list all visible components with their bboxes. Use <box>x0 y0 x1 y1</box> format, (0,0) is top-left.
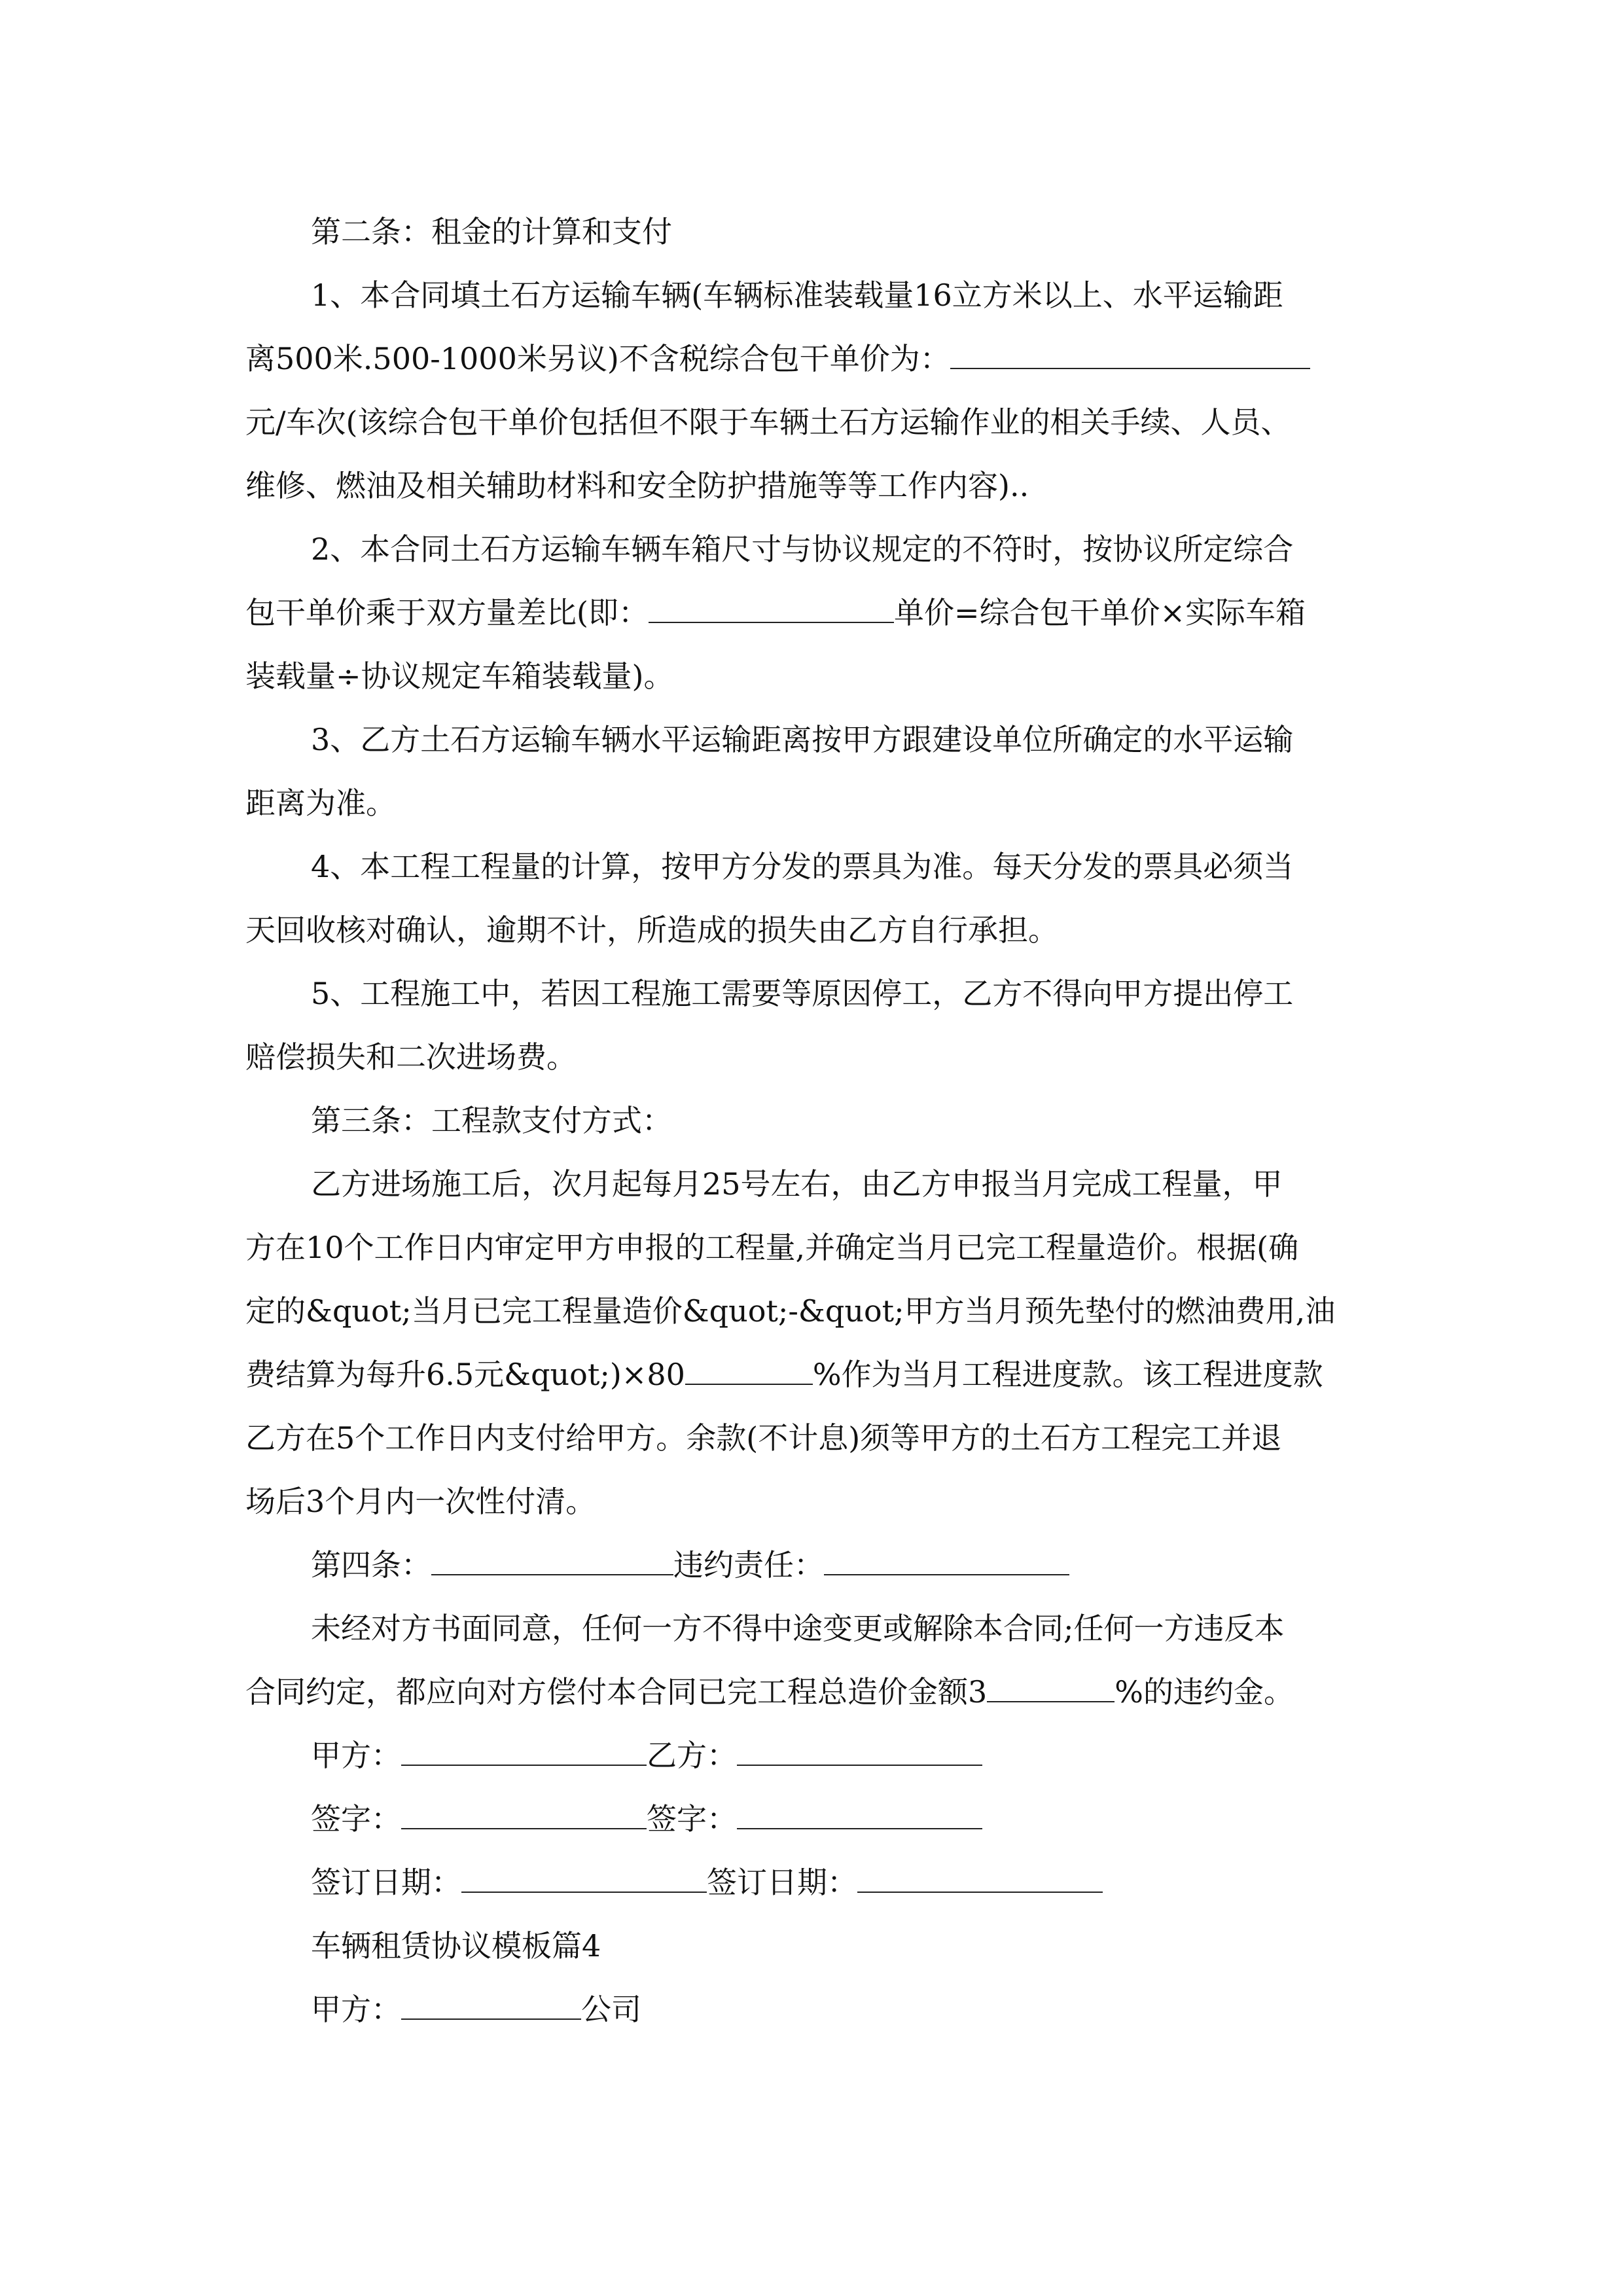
payment-text-3: 定的&quot;当月已完工程量造价&quot;-&quot;甲方当月预先垫付的燃油费用,油 <box>245 1293 1336 1329</box>
payment-line-5 <box>245 1407 1381 1470</box>
article-4-label: 第四条： <box>311 1547 431 1583</box>
date-b-label: 签订日期： <box>707 1865 857 1900</box>
clause-2-line-1 <box>245 518 1381 581</box>
payment-text-4a: 费结算为每升6.5元&quot;)×80 <box>245 1357 685 1392</box>
clause-3-line-1 <box>245 708 1381 772</box>
penalty-percent-blank <box>987 1675 1115 1702</box>
progress-percent-blank <box>685 1357 813 1385</box>
party-a-label: 甲方： <box>311 1738 401 1773</box>
sign-a-blank <box>401 1802 647 1829</box>
clause-5-text-2: 赔偿损失和二次进场费。 <box>245 1039 577 1075</box>
next-party-a-line <box>245 1978 1381 2041</box>
party-a-blank <box>401 1738 647 1766</box>
clause-2-line-3 <box>245 645 1381 708</box>
next-template-title-text: 车辆租赁协议模板篇4 <box>311 1928 601 1964</box>
article-4-blank <box>431 1548 673 1575</box>
breach-line-1 <box>245 1597 1381 1660</box>
payment-text-4b: %作为当月工程进度款。该工程进度款 <box>812 1357 1323 1392</box>
liability-blank <box>824 1548 1069 1575</box>
sign-a-label: 签字： <box>311 1801 401 1837</box>
clause-2-text-3: 装载量÷协议规定车箱装载量)。 <box>245 658 674 694</box>
clause-3-line-2 <box>245 772 1381 835</box>
date-b-blank <box>857 1865 1103 1893</box>
payment-text-1: 乙方进场施工后，次月起每月25号左右，由乙方申报当月完成工程量，甲 <box>311 1166 1283 1202</box>
signature-party-line <box>245 1724 1381 1787</box>
clause-5-text-1: 5、工程施工中，若因工程施工需要等原因停工，乙方不得向甲方提出停工 <box>311 976 1294 1011</box>
clause-3-text-2: 距离为准。 <box>245 785 396 821</box>
clause-4-text-1: 4、本工程工程量的计算，按甲方分发的票具为准。每天分发的票具必须当 <box>311 849 1294 884</box>
payment-line-3 <box>245 1280 1381 1343</box>
clause-4-line-2 <box>245 899 1381 962</box>
breach-text-2b: %的违约金。 <box>1115 1674 1294 1710</box>
payment-line-6 <box>245 1470 1381 1534</box>
article-2-heading <box>245 200 1381 264</box>
clause-4-line-1 <box>245 835 1381 899</box>
date-a-label: 签订日期： <box>311 1865 461 1900</box>
document-body <box>245 200 1381 2041</box>
clause-3-text-1: 3、乙方土石方运输车辆水平运输距离按甲方跟建设单位所确定的水平运输 <box>311 722 1294 757</box>
clause-5-line-1 <box>245 962 1381 1026</box>
clause-4-text-2: 天回收核对确认，逾期不计，所造成的损失由乙方自行承担。 <box>245 912 1058 948</box>
article-3-heading-text: 第三条：工程款支付方式： <box>311 1103 672 1138</box>
payment-text-2: 方在10个工作日内审定甲方申报的工程量,并确定当月已完工程量造价。根据(确 <box>245 1230 1299 1265</box>
clause-1-text-3: 元/车次(该综合包干单价包括但不限于车辆土石方运输作业的相关手续、人员、 <box>245 404 1291 440</box>
signature-sign-line <box>245 1787 1381 1851</box>
article-4-line <box>245 1534 1381 1597</box>
party-b-blank <box>737 1738 982 1766</box>
clause-1-text-1: 1、本合同填土石方运输车辆(车辆标准装载量16立方米以上、水平运输距 <box>311 278 1283 313</box>
clause-2-text-2b: 单价=综合包干单价×实际车箱 <box>893 595 1306 630</box>
sign-b-blank <box>737 1802 982 1829</box>
party-b-label: 乙方： <box>647 1738 737 1773</box>
payment-text-6: 场后3个月内一次性付清。 <box>245 1484 596 1519</box>
article-3-heading <box>245 1089 1381 1153</box>
next-company-label: 公司 <box>581 1992 641 2027</box>
clause-5-line-2 <box>245 1026 1381 1089</box>
date-a-blank <box>461 1865 707 1893</box>
next-party-a-blank <box>401 1992 581 2020</box>
breach-line-2 <box>245 1660 1381 1724</box>
article-2-heading-text: 第二条：租金的计算和支付 <box>311 214 672 249</box>
breach-text-2a: 合同约定，都应向对方偿付本合同已完工程总造价金额3 <box>245 1674 988 1710</box>
clause-2-text-1: 2、本合同土石方运输车辆车箱尺寸与协议规定的不符时，按协议所定综合 <box>311 531 1294 567</box>
clause-1-line-3 <box>245 391 1381 454</box>
unit-price-blank <box>950 342 1310 369</box>
ratio-blank <box>649 596 894 623</box>
next-template-title <box>245 1914 1381 1978</box>
clause-2-text-2a: 包干单价乘于双方量差比(即： <box>245 595 649 630</box>
liability-label: 违约责任： <box>673 1547 824 1583</box>
clause-1-text-4: 维修、燃油及相关辅助材料和安全防护措施等等工作内容).. <box>245 468 1029 503</box>
sign-b-label: 签字： <box>647 1801 737 1837</box>
clause-1-line-2 <box>245 327 1381 391</box>
payment-line-1 <box>245 1153 1381 1216</box>
payment-line-2 <box>245 1216 1381 1280</box>
payment-text-5: 乙方在5个工作日内支付给甲方。余款(不计息)须等甲方的土石方工程完工并退 <box>245 1420 1282 1456</box>
payment-line-4 <box>245 1343 1381 1407</box>
signature-date-line <box>245 1851 1381 1914</box>
clause-1-line-4 <box>245 454 1381 518</box>
clause-1-text-2: 离500米.500-1000米另议)不含税综合包干单价为： <box>245 341 950 376</box>
next-party-a-label: 甲方： <box>311 1992 401 2027</box>
clause-1-line-1 <box>245 264 1381 327</box>
breach-text-1: 未经对方书面同意，任何一方不得中途变更或解除本合同;任何一方违反本 <box>311 1611 1285 1646</box>
clause-2-line-2 <box>245 581 1381 645</box>
